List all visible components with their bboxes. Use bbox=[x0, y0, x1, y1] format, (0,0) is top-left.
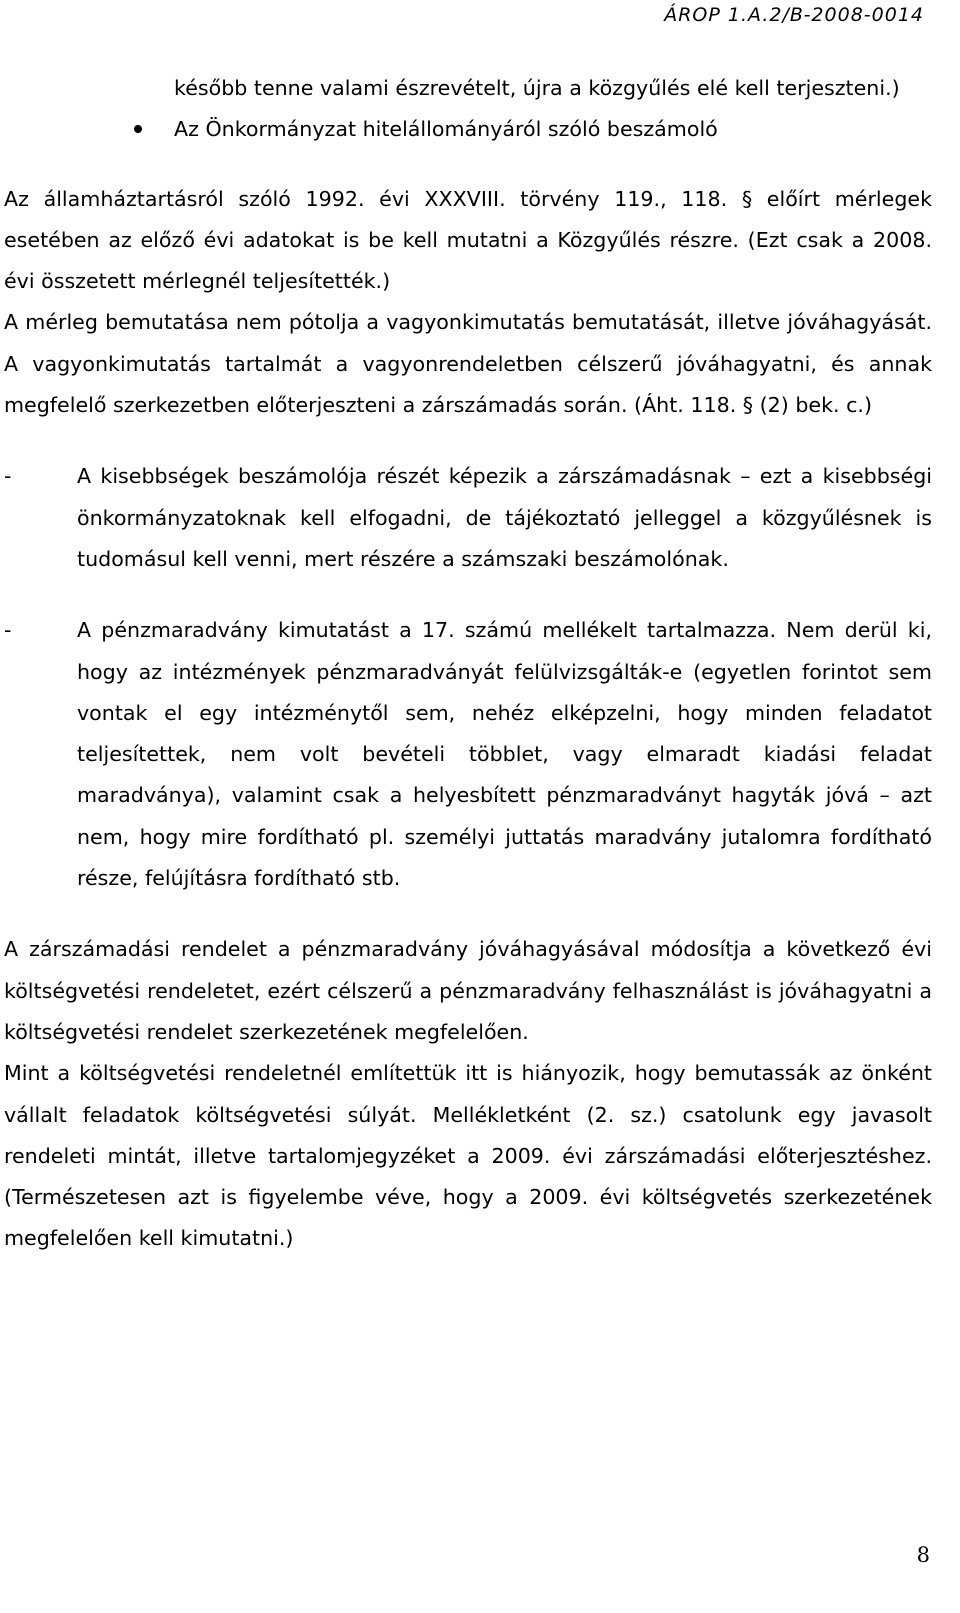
dash-item-cash-remainder bbox=[4, 610, 932, 899]
paragraph-balance-sheets: Az államháztartásról szóló 1992. évi XXXVIII. törvény 119., 118. § előírt mérlegek esetében az előző évi adatokat is be kell mutatni a Közgyűlés részre. (Ezt csak a 2008. évi összetett mérlegnél teljesítették.) bbox=[4, 186, 932, 294]
dash-marker: - bbox=[4, 618, 12, 643]
dash-item-minorities bbox=[4, 456, 932, 580]
paragraph-closing-decree: A zárszámadási rendelet a pénzmaradvány jóváhagyásával módosítja a következő évi költségvetési rendeletet, ezért célszerű a pénzmaradvány felhasználást is jóváhagyatni a költségvetési rendelet szerkezetének megfelelően. bbox=[4, 937, 932, 1044]
dash-item-text: A kisebbségek beszámolója részét képezik a zárszámadásnak – ezt a kisebbségi önkormányzatoknak kell elfogadni, de tájékoztató jelleggel a közgyűlésnek is tudomásul kell venni, mert részére a számszaki beszámolónak. bbox=[77, 464, 932, 571]
dash-marker: - bbox=[4, 464, 12, 489]
bullet-item bbox=[4, 109, 932, 150]
bullet-icon bbox=[4, 109, 174, 150]
page-header: ÁROP 1.A.2/B-2008-0014 bbox=[664, 4, 924, 26]
paragraph-voluntary-tasks: Mint a költségvetési rendeletnél említettük itt is hiányozik, hogy bemutassák az önként vállalt feladatok költségvetési súlyát. Mellékletként (2. sz.) csatolunk egy javasolt rendeleti mintát, illetve tartalomjegyzéket a 2009. évi zárszámadási előterjesztéshez. (Természetesen azt is figyelembe véve, hogy a 2009. évi költségvetés szerkezetének megfelelően kell kimutatni.) bbox=[4, 1061, 932, 1251]
bullet-text: Az Önkormányzat hitelállományáról szóló beszámoló bbox=[174, 117, 718, 142]
dash-item-text: A pénzmaradvány kimutatást a 17. számú mellékelt tartalmazza. Nem derül ki, hogy az intézmények pénzmaradványát felülvizsgálták-e (egyetlen forintot sem vontak el egy intézménytől sem, nehéz elképzelni, hogy minden feladatot teljesítettek, nem volt bevételi többlet, vagy elmaradt kiadási feladat maradványa), valamint csak a helyesbített pénzmaradványt hagyták jóvá – azt nem, hogy mire fordítható pl. személyi juttatás maradvány jutalomra fordítható része, felújításra fordítható stb. bbox=[77, 618, 932, 891]
page-number: 8 bbox=[916, 1543, 930, 1567]
paragraph-asset-statement: A mérleg bemutatása nem pótolja a vagyonkimutatás bemutatását, illetve jóváhagyását. A vagyonkimutatás tartalmát a vagyonrendeletben célszerű jóváhagyatni, és annak megfelelő szerkezetben előterjeszteni a zárszámadás során. (Áht. 118. § (2) bek. c.) bbox=[4, 310, 932, 418]
document-body bbox=[4, 68, 932, 1260]
continuation-text: később tenne valami észrevételt, újra a közgyűlés elé kell terjeszteni.) bbox=[174, 76, 900, 100]
